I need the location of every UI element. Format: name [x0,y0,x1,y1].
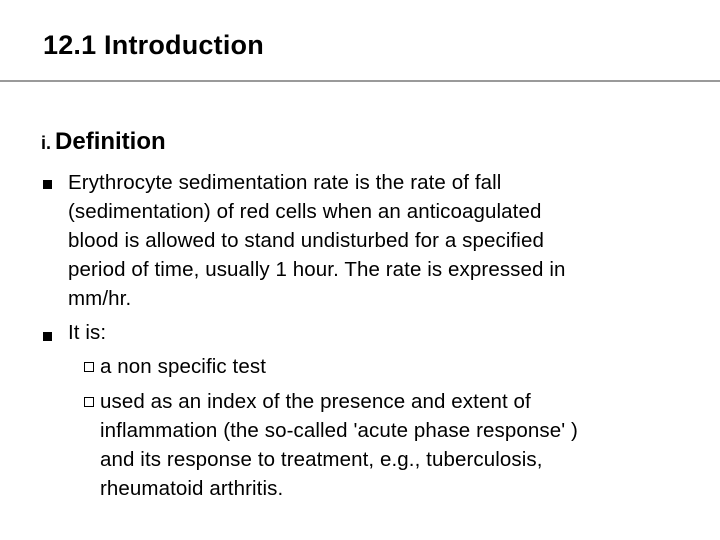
sub-bullet-line: inflammation (the so-called 'acute phase response' ) [100,419,578,442]
title-divider [0,80,720,82]
sub-bullet-line: used as an index of the presence and extent of [100,390,531,413]
section-heading [41,128,166,156]
sub-bullet-line: a non specific test [100,355,266,378]
bullet-square-icon [43,180,52,189]
bullet-definition [68,168,683,313]
section-number: i. [41,133,52,153]
bullet-square-icon [43,332,52,341]
sub-bullet-nonspecific [84,352,266,381]
bullet-line: mm/hr. [68,287,132,310]
bullet-line: period of time, usually 1 hour. The rate is expressed in [68,258,566,281]
section-title: Definition [55,128,166,155]
sub-bullet-index [84,387,578,503]
bullet-line: (sedimentation) of red cells when an anticoagulated [68,200,542,223]
bullet-line: Erythrocyte sedimentation rate is the rate of fall [68,171,502,194]
bullet-it-is [68,318,683,347]
sub-bullet-line: and its response to treatment, e.g., tuberculosis, [100,448,543,471]
bullet-line: blood is allowed to stand undisturbed for a specified [68,229,544,252]
bullet-line: It is: [68,321,107,344]
slide-title: 12.1 Introduction [43,30,264,60]
checkbox-bullet-icon [84,362,94,372]
sub-bullet-line: rheumatoid arthritis. [100,477,284,500]
checkbox-bullet-icon [84,397,94,407]
